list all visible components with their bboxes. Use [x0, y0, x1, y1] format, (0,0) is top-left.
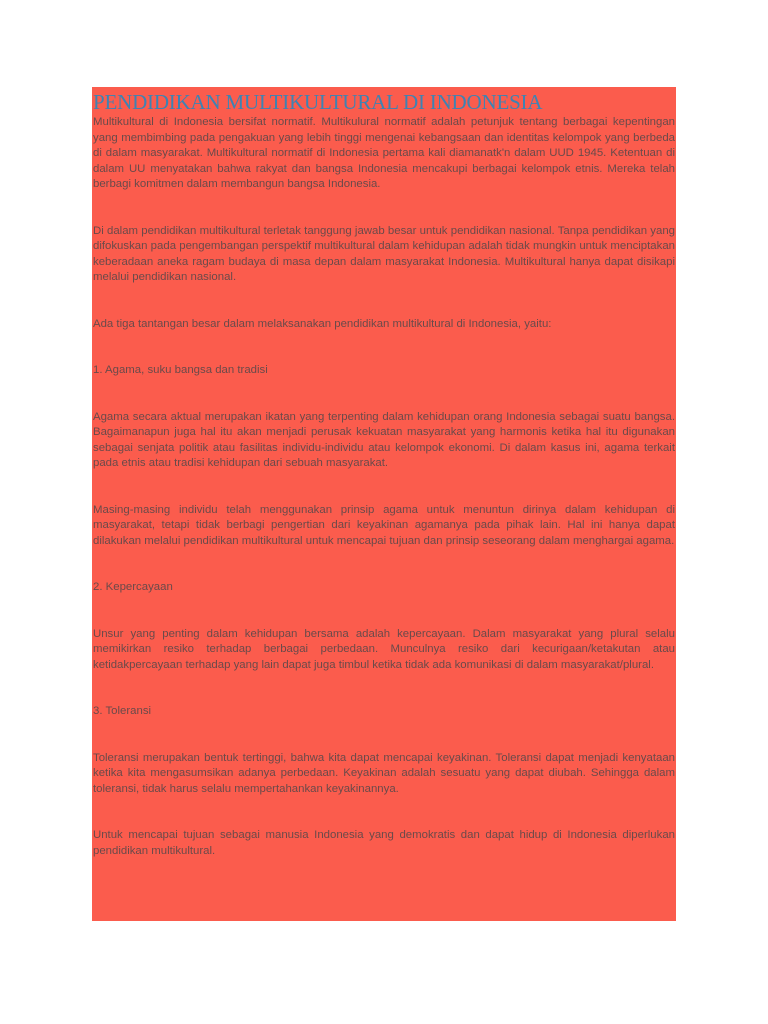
document-title: PENDIDIKAN MULTIKULTURAL DI INDONESIA: [93, 90, 543, 114]
paragraph-intro: Multikultural di Indonesia bersifat normatif. Multikulural normatif adalah petunjuk tentang berbagai kepentingan yang membimbing pada pengakuan yang lebih tinggi mengenai kebangsaan dan identitas kelompok yang berbeda di dalam masyarakat. Multikultural normatif di Indonesia pertama kali diamanatk'n dalam UUD 1945. Ketentuan di dalam UU menyatakan bahwa rakyat dan bangsa Indonesia mencakupi berbagai kelompok etnis. Mereka telah berbagi komitmen dalam membangun bangsa Indonesia.: [93, 116, 675, 190]
paragraph-individual-religion: Masing-masing individu telah menggunakan prinsip agama untuk menuntun dirinya dalam kehidupan di masyarakat, tetapi tidak berbagi pengertian dari keyakinan agamanya pada pihak lain. Hal ini hanya dapat dilakukan melalui pendidikan multikultural untuk mencapai tujuan dan prinsip seseorang dalam menghargai agama.: [93, 503, 675, 547]
spacer: [93, 379, 675, 410]
spacer: [93, 596, 675, 627]
paragraph-national-education: Di dalam pendidikan multikultural terletak tanggung jawab besar untuk pendidikan nasional. Tanpa pendidikan yang difokuskan pada pengembangan perspektif multikultural dalam kehidupan adalah tidak mungkin untuk menciptakan keberadaan aneka ragam budaya di masa depan dalam masyarakat Indonesia. Multikultural hanya dapat disikapi melalui pendidikan nasional.: [93, 224, 675, 283]
spacer: [93, 193, 675, 224]
paragraph-religion: Agama secara aktual merupakan ikatan yang terpenting dalam kehidupan orang Indonesia sebagai suatu bangsa. Bagaimanapun juga hal itu akan menjadi perusak kekuatan masyarakat yang harmonis ketika hal itu digunakan sebagai senjata politik atau fasilitas individu-individu atau kelompok ekonomi. Di dalam kasus ini, agama terkait pada etnis atau tradisi kehidupan dari sebuah masyarakat.: [93, 410, 675, 469]
spacer: [93, 797, 675, 828]
heading-religion: 1. Agama, suku bangsa dan tradisi: [93, 364, 268, 376]
paragraph-trust: Unsur yang penting dalam kehidupan bersama adalah kepercayaan. Dalam masyarakat yang plural selalu memikirkan resiko terhadap berbagai perbedaan. Munculnya resiko dari kecurigaan/ketakutan atau ketidakpercayaan terhadap yang lain dapat juga timbul ketika tidak ada komunikasi di dalam masyarakat/plural.: [93, 627, 675, 671]
spacer: [93, 286, 675, 317]
paragraph-challenges-intro: Ada tiga tantangan besar dalam melaksanakan pendidikan multikultural di Indonesia, yaitu:: [93, 317, 552, 330]
spacer: [93, 720, 675, 751]
document-page: [92, 87, 676, 921]
spacer: [93, 332, 675, 363]
heading-tolerance: 3. Toleransi: [93, 705, 152, 717]
heading-trust: 2. Kepercayaan: [93, 581, 173, 593]
paragraph-tolerance: Toleransi merupakan bentuk tertinggi, bahwa kita dapat mencapai keyakinan. Toleransi dapat menjadi kenyataan ketika kita mengasumsikan adanya perbedaan. Keyakinan adalah sesuatu yang dapat diubah. Sehingga dalam toleransi, tidak harus selalu mempertahankan keyakinannya.: [93, 751, 675, 795]
spacer: [93, 549, 675, 580]
spacer: [93, 673, 675, 704]
paragraph-conclusion: Untuk mencapai tujuan sebagai manusia Indonesia yang demokratis dan dapat hidup di Indonesia diperlukan pendidikan multikultural.: [93, 829, 675, 857]
spacer: [93, 472, 675, 503]
